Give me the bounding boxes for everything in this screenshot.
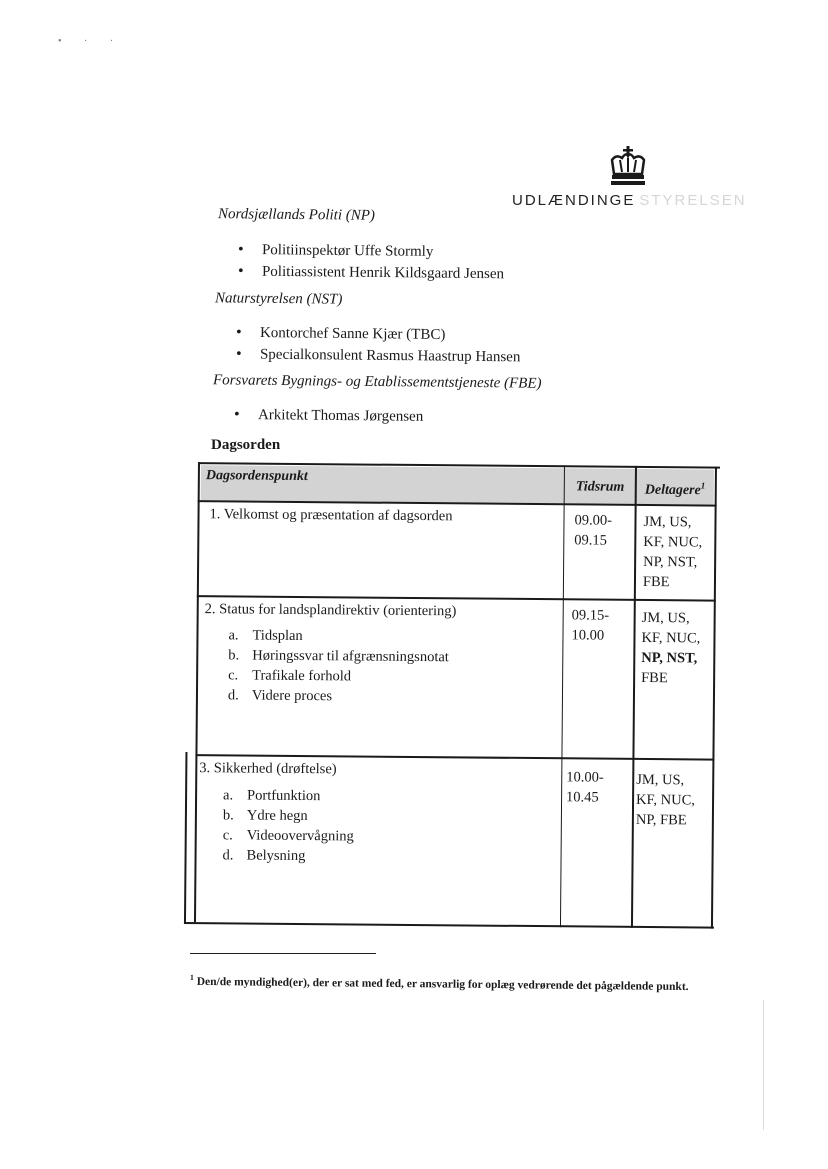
subitem-text: Videoovervågning — [246, 827, 354, 845]
agenda-item-time — [574, 510, 612, 550]
subitem-text: Tidsplan — [252, 627, 303, 645]
column-divider-time — [560, 465, 565, 927]
subitem-text: Ydre hegn — [246, 807, 308, 825]
time-start: 09.15- — [571, 607, 610, 624]
participants-line: JM, US, — [641, 609, 690, 627]
agenda-subitem — [222, 847, 305, 865]
participants-line: JM, US, — [636, 771, 685, 789]
participant-item: • Kontorchef Sanne Kjær (TBC) — [260, 325, 446, 344]
subitem-text: Høringssvar til afgrænsningsnotat — [252, 647, 449, 666]
agenda-heading: Dagsorden — [211, 437, 281, 453]
crown-logo-icon — [606, 146, 650, 186]
subitem-text: Portfunktion — [247, 787, 321, 805]
time-end: 10.45 — [566, 789, 599, 806]
participant-item: • Specialkonsulent Rasmus Haastrup Hansen — [260, 347, 521, 367]
agenda-subitem — [228, 627, 302, 645]
participants-line: KF, NUC, — [641, 629, 701, 647]
time-end: 10.00 — [571, 627, 605, 644]
agenda-item-title: 3. Sikkerhed (drøftelse) — [199, 760, 337, 778]
header-participants — [645, 480, 706, 499]
participant-item: • Politiassistent Henrik Kildsgaard Jensen — [262, 264, 504, 284]
subitem-letter: c. — [222, 827, 233, 844]
subitem-letter: d. — [227, 687, 239, 704]
subitem-text: Belysning — [246, 847, 306, 865]
agenda-subitem — [228, 687, 332, 705]
time-start: 10.00- — [566, 769, 604, 786]
subitem-letter: b. — [228, 647, 240, 664]
participants-line-responsible: NP, NST, — [641, 649, 698, 667]
table-border-left — [194, 462, 200, 922]
participants-line: JM, US, — [643, 513, 692, 531]
footnote-reference: 1 — [700, 480, 706, 491]
participant-item: • Politiinspektør Uffe Stormly — [262, 242, 434, 261]
brand-text: UDLÆNDINGE — [512, 192, 636, 209]
participants-line: FBE — [642, 573, 670, 591]
footnote-rule — [190, 953, 376, 954]
subitem-text: Trafikale forhold — [252, 667, 352, 685]
agenda-item-participants — [643, 512, 703, 593]
agenda-subitem — [228, 647, 449, 666]
table-border-bottom — [184, 922, 714, 929]
scan-artifact: • · · — [58, 36, 124, 47]
header-participants-label: Deltagere — [644, 482, 701, 499]
subitem-letter: d. — [222, 847, 234, 864]
agenda-item-title: 1. Velkomst og præsentation af dagsorden — [209, 506, 453, 525]
agenda-item-participants — [636, 770, 695, 831]
org-title-np: Nordsjællands Politi (NP) — [217, 206, 376, 224]
header-agenda-item: Dagsordenspunkt — [205, 468, 308, 485]
participants-line: NP, NST, — [643, 553, 698, 571]
participants-line: KF, NUC, — [635, 791, 696, 809]
agenda-subitem — [223, 827, 354, 845]
subitem-letter: a. — [223, 787, 234, 804]
footnote-text: Den/de myndighed(er), der er sat med fed, er ansvarlig for oplæg vedrørende det pågældende punkt. — [196, 975, 689, 994]
scan-margin-line — [763, 1000, 764, 1130]
agenda-item-time — [566, 767, 604, 807]
agenda-subitem — [228, 667, 351, 685]
org-title-nst: Naturstyrelsen (NST) — [214, 290, 343, 308]
time-end: 09.15 — [574, 532, 608, 549]
time-start: 09.00- — [574, 512, 613, 529]
subitem-letter: b. — [222, 807, 234, 824]
participants-line: KF, NUC, — [643, 533, 703, 551]
agenda-item-time — [571, 605, 609, 645]
subitem-text: Videre proces — [251, 687, 333, 705]
footnote — [190, 970, 690, 995]
agenda-item-title: 2. Status for landsplandirektiv (orientering) — [204, 601, 457, 620]
participants-line: NP, FBE — [635, 811, 687, 829]
table-border-right — [711, 467, 717, 929]
column-divider-participants — [631, 466, 637, 928]
brand-faded-text: STYRELSEN — [639, 192, 747, 209]
agenda-item-participants — [641, 608, 701, 689]
header-time: Tidsrum — [575, 479, 625, 495]
participant-item: • Arkitekt Thomas Jørgensen — [258, 407, 423, 426]
agenda-subitem — [223, 807, 308, 825]
footnote-marker: 1 — [189, 972, 194, 983]
brand-name — [512, 192, 747, 209]
agenda-table — [184, 462, 720, 929]
agenda-subitem — [223, 787, 320, 805]
org-title-fbe: Forsvarets Bygnings- og Etablissementstjeneste (FBE) — [212, 372, 542, 392]
subitem-letter: a. — [228, 627, 239, 644]
subitem-letter: c. — [228, 667, 239, 684]
table-border-left-outer — [184, 752, 188, 924]
participants-line: FBE — [641, 669, 668, 687]
